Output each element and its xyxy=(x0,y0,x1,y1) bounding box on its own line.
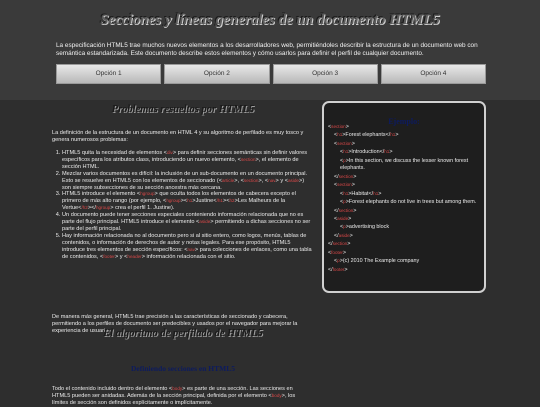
list-item: 1. HTML5 quita la necesidad de elementos <div> para definir secciones semánticas sin definir valores específicos para los atributos class, introduciendo un nuevo elemento, <section>, el elemento de sección HTML. xyxy=(62,150,312,171)
section-title-algorithm: El algoritmo de perfilado de HTML5 xyxy=(103,328,263,339)
code-tag: h1 xyxy=(373,190,379,196)
code-tag: section xyxy=(338,173,354,179)
nav-option-4-button[interactable]: Opción 4 xyxy=(381,64,486,84)
code-tag: footer xyxy=(331,249,343,255)
code-text: > xyxy=(351,140,355,147)
code-tag: aside xyxy=(337,215,349,221)
code-line xyxy=(328,190,482,198)
code-text: < xyxy=(334,258,338,265)
nav-option-1-button[interactable]: Opción 1 xyxy=(56,64,161,84)
nav-option-2-button[interactable]: Opción 2 xyxy=(164,64,269,84)
code-tag: aside xyxy=(338,232,350,238)
code-text: < xyxy=(328,124,332,130)
paragraph-body-content: Todo el contenido incluido dentro del elemento <body> es parte de una sección. Las secciones en HTML5 pueden ser anidadas. Además de la sección principal, definida por el elemento <body>, los límites de sección son definidos explícitamente o implícitamente. xyxy=(52,386,296,406)
list-item: 2. Mezclar varios documentos es difícil: la inclusión de un sub-documento en un documento principal. Esto se resuelve en HTML5 con los elementos de seccionado (<article>, <section>, <nav> y <aside>) son siempre subsecciones de su sección ancestra más cercana. xyxy=(62,171,312,192)
list-item: 3. HTML5 introduce el elemento <hgroup> que oculta todos los elementos de cabecera excepto el primero de más alto rango (por ejemplo, <hgroup><h1>Justine</h1><h2>Les Malheurs de la Vertue</h2></hgroup> crea el perfil 1. Justine). xyxy=(62,191,312,212)
code-tag: section xyxy=(332,241,348,247)
code-text: </ xyxy=(328,266,333,273)
code-tag: section xyxy=(338,207,354,213)
code-tag: h1 xyxy=(343,149,349,155)
code-text: < xyxy=(334,132,338,139)
code-text: < xyxy=(340,157,344,164)
code-tag: h1 xyxy=(343,190,349,196)
code-line xyxy=(328,173,482,181)
code-line xyxy=(328,215,482,223)
code-tag: p xyxy=(337,258,340,264)
code-text: < xyxy=(328,249,332,256)
example-title: Ejemplo: xyxy=(388,117,420,126)
code-line xyxy=(328,240,482,248)
code-line xyxy=(328,223,482,231)
code-tag: h1 xyxy=(337,132,343,138)
page-title: Secciones y líneas generales de un documento HTML5 xyxy=(100,12,440,28)
section-title-defining: Definiendo secciones en HTML5 xyxy=(131,364,235,373)
code-line xyxy=(328,148,482,156)
code-tag: h1 xyxy=(390,132,396,138)
code-line xyxy=(328,157,482,173)
paragraph-summary: De manera más general, HTML5 trae precisión a las características de seccionado y cabecera, permitiendo a los perfiles de documento ser predecibles y usados por el navegador para mejorar la experiencia de usuario. xyxy=(52,314,298,334)
code-text: > xyxy=(345,124,349,130)
code-text: >Habitat</ xyxy=(348,190,374,197)
problems-list xyxy=(52,150,312,261)
code-text: < xyxy=(340,224,344,231)
code-text: </ xyxy=(334,207,339,214)
code-text: >(c) 2010 The Example company xyxy=(339,258,420,265)
code-text: > xyxy=(389,149,393,156)
code-text: >Forest elephants</ xyxy=(342,132,391,139)
code-text: < xyxy=(334,140,338,147)
list-item: 5. Hay información relacionada no al documento pero si al sitio entero, como logos, menús, tablas de contenidos, o información de derechos de autor y notas legales. Para ese propósito, HTML5 introduce tres elementos de sección específicos: <nav> para colecciones de enlaces, como una tabla de contenidos, <footer> y <header> información relacionada con el sitio. xyxy=(62,233,312,261)
list-item: 4. Un documento puede tener secciones especiales conteniendo información relacionada que no es parte del flujo principal. HTML5 introduce el elemento <aside> permitiendo a dichas secciones no ser parte del perfil principal. xyxy=(62,212,312,233)
code-line xyxy=(328,131,482,139)
code-line xyxy=(328,232,482,240)
code-tag: p xyxy=(343,199,346,205)
code-line xyxy=(328,249,482,257)
code-text: >Forest elephants do not live in trees but among them. xyxy=(345,199,477,206)
code-tag: section xyxy=(337,140,352,146)
intro-paragraph: La especificación HTML5 trae muchos nuevos elementos a los desarrolladores web, permitiéndoles describir la estructura de un documento web con semántica estandarizada. Este documento describe estos elementos y cómo usarlos para definir el perfil de cualquier documento. xyxy=(56,42,478,57)
nav-option-3-button[interactable]: Opción 3 xyxy=(273,64,378,84)
code-tag: section xyxy=(337,182,352,188)
code-text: </ xyxy=(334,232,339,239)
code-text: > xyxy=(347,241,351,248)
code-text: </ xyxy=(328,241,333,248)
code-text: < xyxy=(340,149,344,156)
code-line xyxy=(328,181,482,189)
code-text: > xyxy=(353,207,357,214)
code-line xyxy=(328,257,482,265)
paragraph-structure: La definición de la estructura de un documento en HTML 4 y su algoritmo de perfilado es muy tosco y genera numerosos problemas: xyxy=(52,130,304,143)
code-text: > xyxy=(395,132,399,139)
code-tag: h1 xyxy=(384,149,390,155)
code-text: < xyxy=(340,199,344,206)
code-line xyxy=(328,266,482,274)
code-text: > xyxy=(378,190,382,197)
code-line xyxy=(328,198,482,206)
page-header xyxy=(0,0,540,100)
code-text: >Introduction</ xyxy=(348,149,385,156)
code-text: > xyxy=(348,215,352,222)
code-text: >advertising block xyxy=(345,224,390,231)
code-text: > xyxy=(351,182,355,189)
code-example xyxy=(328,123,482,274)
code-tag: p xyxy=(343,157,346,163)
code-tag: p xyxy=(343,224,346,230)
code-text: > xyxy=(342,249,347,256)
code-text: >In this section, we discuss the lesser known forest elephants. xyxy=(340,157,469,172)
code-text: < xyxy=(334,182,338,189)
code-line xyxy=(328,207,482,215)
code-text: > xyxy=(353,173,357,180)
code-line xyxy=(328,123,482,131)
code-text: < xyxy=(340,190,344,197)
section-title-problems: Problemas resueltos por HTML5 xyxy=(111,104,255,115)
code-text: > xyxy=(344,266,348,273)
code-tag: section xyxy=(331,124,346,129)
code-text: > xyxy=(349,232,353,239)
code-text: < xyxy=(334,215,338,222)
code-text: </ xyxy=(334,173,339,180)
code-line xyxy=(328,140,482,148)
code-tag: footer xyxy=(332,266,345,272)
main-nav xyxy=(56,64,486,84)
example-aside xyxy=(322,101,486,293)
